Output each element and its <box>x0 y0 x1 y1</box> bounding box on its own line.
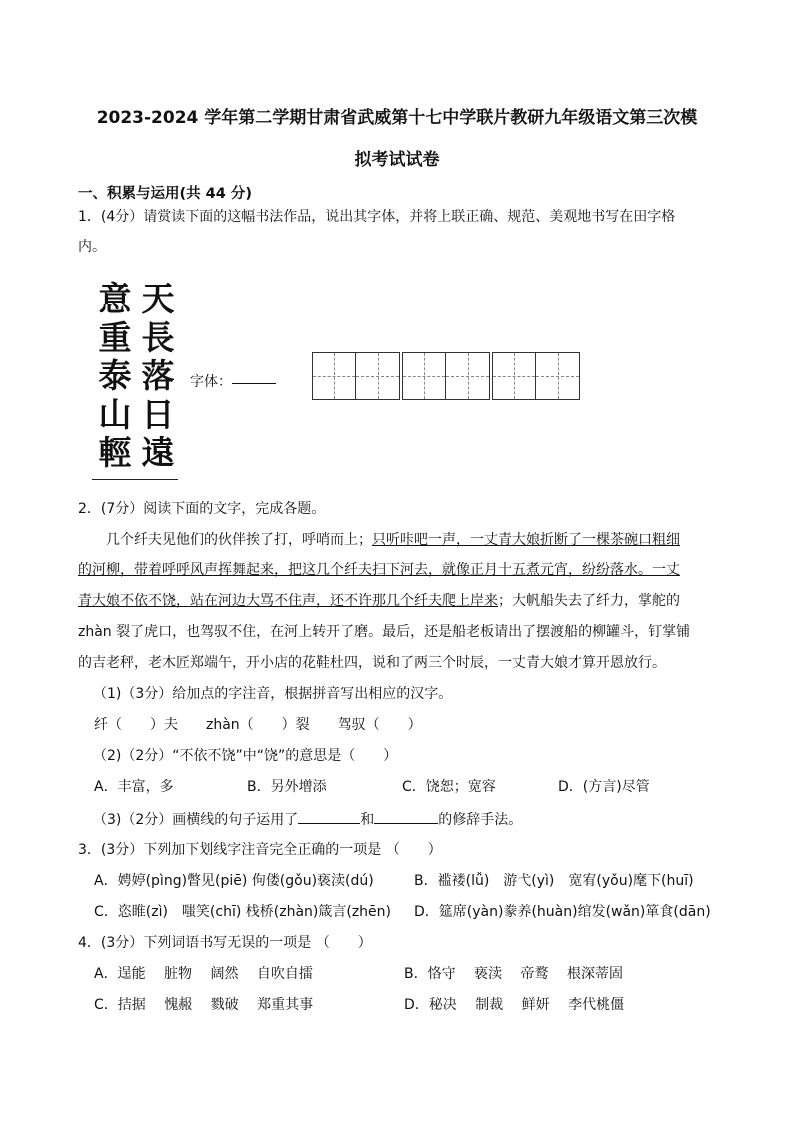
exam-title-line1: 2023-2024 学年第二学期甘肃省武威第十七中学联片教研九年级语文第三次模 <box>96 108 698 128</box>
tianzige-cell[interactable] <box>446 353 489 399</box>
calligraphy-char: 意 <box>98 279 132 318</box>
q4-option-d[interactable]: D．秘决 制裁 鲜妍 李代桃僵 <box>404 997 625 1013</box>
tianzige-grid-1[interactable] <box>312 352 400 400</box>
q4-option-b[interactable]: B．恪守 亵渎 帝鹜 根深蒂固 <box>404 966 623 982</box>
calligraphy-baseline <box>92 479 178 480</box>
underlined-sentence: 只听咔吧一声，一丈青大娘折断了一棵茶碗口粗细 <box>372 532 680 548</box>
q2-sub2: （2)（2分）“不依不饶”中“饶”的意思是（ ） <box>93 748 398 764</box>
q2-passage-line3 <box>78 592 680 610</box>
tianzige-cell[interactable] <box>313 353 356 399</box>
font-answer-label: 字体： <box>190 374 232 390</box>
tianzige-cell[interactable] <box>356 353 399 399</box>
calligraphy-char: 泰 <box>98 356 132 395</box>
calligraphy-right-column <box>139 280 177 473</box>
q2-passage-line1 <box>106 531 680 549</box>
tianzige-cell[interactable] <box>493 353 536 399</box>
passage-text: ；大帆船失去了纤力，掌舵的 <box>498 593 680 609</box>
q3-header: 3．(3分）下列加下划线字注音完全正确的一项是 （ ） <box>78 842 442 858</box>
q3-option-b[interactable]: B．褴褛(lǚ) 游弋(yì) 宽宥(yǒu)麾下(huī) <box>414 873 694 889</box>
q1-text-line2: 内。 <box>78 239 106 255</box>
calligraphy-artwork <box>96 280 178 476</box>
tianzige-cell[interactable] <box>403 353 446 399</box>
q4-option-c[interactable]: C．拮据 愧赧 戮破 郑重其事 <box>94 997 314 1013</box>
sub3-text: 和 <box>360 812 375 828</box>
calligraphy-char: 天 <box>141 279 175 318</box>
calligraphy-char: 長 <box>141 317 175 357</box>
q2-passage-line2: 的河柳，带着呼呼风声挥舞起来，把这几个纤夫扫下河去，就像正月十五煮元宵，纷纷落水。一丈 <box>78 562 680 578</box>
calligraphy-char: 落 <box>141 356 175 395</box>
q2-sub2-option-c[interactable]: C．饶恕；宽容 <box>402 779 496 795</box>
calligraphy-left-column <box>96 280 134 473</box>
underlined-sentence: 青大娘不依不饶，站在河边大骂不住声，还不许那几个纤夫爬上岸来 <box>78 593 498 609</box>
tianzige-grid-2[interactable] <box>402 352 490 400</box>
q2-sub2-option-b[interactable]: B．另外增添 <box>247 779 327 795</box>
rhetoric-blank-2[interactable] <box>374 809 438 824</box>
q2-sub2-option-a[interactable]: A．丰富，多 <box>94 779 174 795</box>
calligraphy-char: 重 <box>98 317 132 357</box>
q3-option-a[interactable]: A．娉婷(pìng)瞥见(piē) 佝偻(gǒu)亵渎(dú) <box>94 873 374 889</box>
q2-sub2-option-d[interactable]: D．(方言)尽管 <box>558 779 650 795</box>
sub3-text: 的修辞手法。 <box>438 812 523 828</box>
passage-text: 几个纤夫见他们的伙伴挨了打，呼哨而上； <box>106 532 372 548</box>
section-heading: 一、积累与运用(共 44 分) <box>78 186 253 202</box>
calligraphy-char: 輕 <box>98 433 132 472</box>
exam-title-line2: 拟考试试卷 <box>354 150 440 170</box>
calligraphy-char: 遠 <box>141 433 175 472</box>
font-answer-blank[interactable] <box>232 383 276 384</box>
q3-option-c[interactable]: C．恣睢(zì) 嗤笑(chī) 栈桥(zhàn)箴言(zhēn) <box>94 904 392 920</box>
tianzige-grid-3[interactable] <box>492 352 580 400</box>
calligraphy-char: 山 <box>98 394 132 434</box>
q2-header: 2．(7分）阅读下面的文字，完成各题。 <box>78 501 326 517</box>
q2-passage-line5: 的吉老秤，老木匠郑端午，开小店的花鞋杜四，说和了两三个时辰，一丈青大娘才算开恩放行。 <box>78 655 666 671</box>
q4-header: 4．(3分）下列词语书写无误的一项是 （ ） <box>78 935 372 951</box>
calligraphy-char: 日 <box>141 394 175 434</box>
q2-sub3 <box>93 809 522 829</box>
rhetoric-blank-1[interactable] <box>298 809 360 824</box>
q3-option-d[interactable]: D．筵席(yàn)豢养(huàn)绾发(wǎn)箪食(dān) <box>414 904 711 920</box>
q2-sub1-fill: 纤（ ）夫 zhàn（ ）裂 驾驭（ ） <box>94 717 422 733</box>
q2-sub1: （1)（3分）给加点的字注音，根据拼音写出相应的汉字。 <box>93 686 453 702</box>
tianzige-cell[interactable] <box>536 353 579 399</box>
sub3-text: （3)（2分）画横线的句子运用了 <box>93 812 299 828</box>
q2-passage-line4: zhàn 裂了虎口，也驾驭不住，在河上转开了磨。最后，还是船老板请出了摆渡船的柳罐斗，钉掌铺 <box>78 624 691 640</box>
q4-option-a[interactable]: A．逞能 脏物 阔然 自吹自擂 <box>94 966 313 982</box>
q1-text-line1: 1．(4分）请赏读下面的这幅书法作品，说出其字体，并将上联正确、规范、美观地书写在田字格 <box>78 209 676 225</box>
